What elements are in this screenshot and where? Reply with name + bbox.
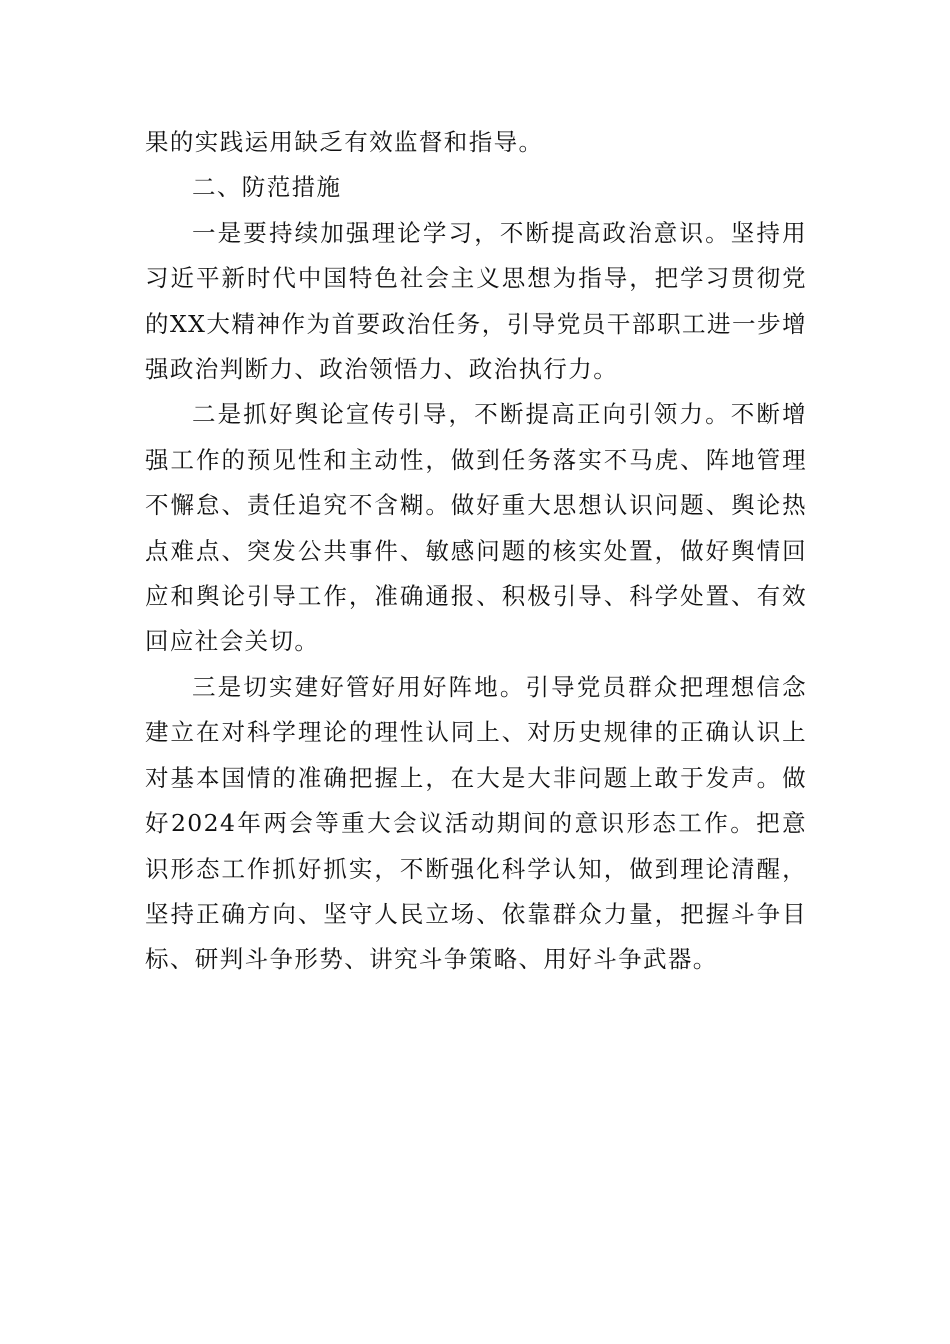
paragraph-lead: 一是要持续加强理论学习，不断提高政治意识。 bbox=[192, 218, 731, 247]
paragraph-lead: 二是抓好舆论宣传引导，不断提高正向引领力。 bbox=[192, 400, 731, 429]
continuation-paragraph: 果的实践运用缺乏有效监督和指导。 bbox=[145, 128, 544, 156]
measure-paragraph-2 bbox=[145, 392, 807, 664]
measure-paragraph-3 bbox=[145, 665, 807, 983]
paragraph-body: 坚持用习近平新时代中国特色社会主义思想为指导，把学习贯彻党的XX大精神作为首要政治任务，引导党员干部职工进一步增强政治判断力、政治领悟力、政治执行力。 bbox=[145, 218, 807, 384]
measure-paragraph-1 bbox=[145, 211, 807, 393]
paragraph-body: 不断增强工作的预见性和主动性，做到任务落实不马虎、阵地管理不懈怠、责任追究不含糊。做好重大思想认识问题、舆论热点难点、突发公共事件、敏感问题的核实处置，做好舆情回应和舆论引导工作，准确通报、积极引导、科学处置、有效回应社会关切。 bbox=[145, 400, 807, 656]
paragraph-lead: 三是切实建好管好用好阵地。 bbox=[192, 672, 526, 701]
document-body bbox=[145, 120, 807, 983]
section-heading: 二、防范措施 bbox=[192, 173, 342, 202]
paragraph-body: 引导党员群众把理想信念建立在对科学理论的理性认同上、对历史规律的正确认识上对基本国情的准确把握上，在大是大非问题上敢于发声。做好2024年两会等重大会议活动期间的意识形态工作。把意识形态工作抓好抓实，不断强化科学认知，做到理论清醒，坚持正确方向、坚守人民立场、依靠群众力量，把握斗争目标、研判斗争形势、讲究斗争策略、用好斗争武器。 bbox=[145, 672, 807, 974]
